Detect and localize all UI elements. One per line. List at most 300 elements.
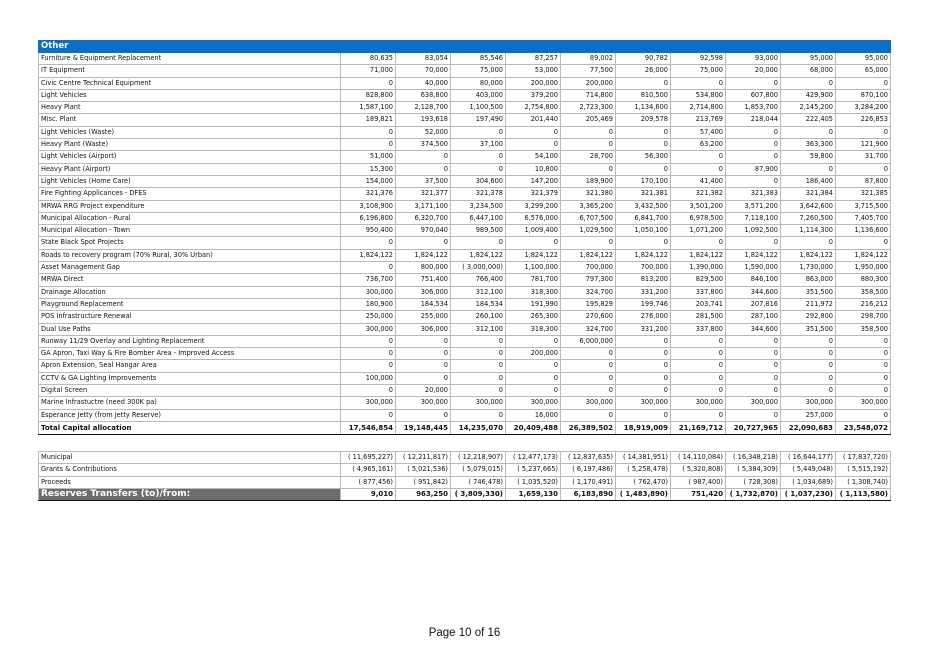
row-value: 1,100,000 — [506, 262, 561, 274]
row-label: Misc. Plant — [39, 114, 341, 126]
row-value: 15,300 — [341, 163, 396, 175]
row-value: 331,200 — [616, 286, 671, 298]
row-value: 2,723,300 — [561, 102, 616, 114]
row-value: ( 1,483,890) — [616, 488, 671, 500]
row-value: 121,900 — [836, 139, 891, 151]
row-value: 312,100 — [451, 323, 506, 335]
row-value: 21,169,712 — [671, 421, 726, 434]
row-value: 52,000 — [396, 126, 451, 138]
row-value: 1,824,122 — [726, 249, 781, 261]
row-value: 0 — [396, 348, 451, 360]
row-value: 2,145,200 — [781, 102, 836, 114]
row-value: 189,900 — [561, 175, 616, 187]
row-value: 9,010 — [341, 488, 396, 500]
row-label: Heavy Plant (Waste) — [39, 139, 341, 151]
row-value: 0 — [616, 348, 671, 360]
row-value: 0 — [561, 126, 616, 138]
row-value: ( 987,400) — [671, 476, 726, 488]
row-value: 337,800 — [671, 323, 726, 335]
row-value: 379,200 — [506, 89, 561, 101]
section-header-row — [39, 41, 891, 53]
row-value: 3,642,600 — [781, 200, 836, 212]
row-value: 6,320,700 — [396, 212, 451, 224]
row-value: 300,000 — [781, 397, 836, 409]
row-value: 205,469 — [561, 114, 616, 126]
row-label: Runway 11/29 Overlay and Lighting Replacement — [39, 335, 341, 347]
row-value: 0 — [451, 335, 506, 347]
row-value: 0 — [726, 126, 781, 138]
row-value: 184,534 — [396, 298, 451, 310]
row-value: 270,600 — [561, 311, 616, 323]
row-value: 0 — [781, 385, 836, 397]
row-value: 0 — [451, 360, 506, 372]
row-value: 358,500 — [836, 286, 891, 298]
row-value: 1,824,122 — [781, 249, 836, 261]
table-body — [39, 41, 891, 501]
row-value: 300,000 — [616, 397, 671, 409]
row-value: 0 — [781, 372, 836, 384]
row-value: 638,800 — [396, 89, 451, 101]
row-value: ( 5,079,015) — [451, 464, 506, 476]
row-value: ( 5,449,048) — [781, 464, 836, 476]
row-value: 351,500 — [781, 323, 836, 335]
table-row — [39, 397, 891, 409]
table-row — [39, 102, 891, 114]
row-value: 344,600 — [726, 323, 781, 335]
row-value: 265,300 — [506, 311, 561, 323]
row-value: 3,501,200 — [671, 200, 726, 212]
row-value: 93,000 — [726, 53, 781, 65]
row-value: 2,128,700 — [396, 102, 451, 114]
row-value: 89,002 — [561, 53, 616, 65]
row-label: Digital Screen — [39, 385, 341, 397]
row-value: 797,300 — [561, 274, 616, 286]
row-value: 0 — [781, 163, 836, 175]
row-value: 6,196,800 — [341, 212, 396, 224]
row-value: 0 — [836, 348, 891, 360]
row-value: ( 16,348,218) — [726, 451, 781, 463]
row-value: 20,000 — [726, 65, 781, 77]
table-row — [39, 175, 891, 187]
row-value: 351,500 — [781, 286, 836, 298]
row-value: 0 — [396, 409, 451, 421]
row-value: 607,800 — [726, 89, 781, 101]
row-value: 2,754,800 — [506, 102, 561, 114]
row-value: 0 — [781, 126, 836, 138]
row-value: ( 5,320,808) — [671, 464, 726, 476]
row-value: 0 — [726, 372, 781, 384]
row-value: 0 — [726, 77, 781, 89]
row-value: 100,000 — [341, 372, 396, 384]
row-value: ( 1,170,491) — [561, 476, 616, 488]
row-value: 321,377 — [396, 188, 451, 200]
row-value: 300,000 — [451, 397, 506, 409]
row-value: 184,534 — [451, 298, 506, 310]
row-value: ( 14,110,084) — [671, 451, 726, 463]
row-value: 300,000 — [341, 323, 396, 335]
total-capital-row — [39, 421, 891, 434]
row-value: 26,389,502 — [561, 421, 616, 434]
row-value: 0 — [671, 372, 726, 384]
row-value: 0 — [561, 360, 616, 372]
row-value: 3,171,100 — [396, 200, 451, 212]
row-value: 211,972 — [781, 298, 836, 310]
row-value: 70,000 — [396, 65, 451, 77]
row-value: 2,714,800 — [671, 102, 726, 114]
row-value: 800,000 — [396, 262, 451, 274]
row-value: 3,365,200 — [561, 200, 616, 212]
row-value: 0 — [506, 385, 561, 397]
row-value: ( 1,113,580) — [836, 488, 891, 500]
row-value: 321,376 — [341, 188, 396, 200]
row-value: 321,382 — [671, 188, 726, 200]
row-value: 1,950,000 — [836, 262, 891, 274]
row-value: 321,379 — [506, 188, 561, 200]
row-value: ( 14,381,951) — [616, 451, 671, 463]
row-value: 1,114,300 — [781, 225, 836, 237]
row-value: 300,000 — [836, 397, 891, 409]
row-value: 324,700 — [561, 323, 616, 335]
row-value: 300,000 — [671, 397, 726, 409]
row-value: 3,234,500 — [451, 200, 506, 212]
row-value: 6,841,700 — [616, 212, 671, 224]
row-label: Fire Fighting Applicances - DFES — [39, 188, 341, 200]
row-value: 83,054 — [396, 53, 451, 65]
row-label: Marine Infrastuctre (need 300K pa) — [39, 397, 341, 409]
row-value: 751,400 — [396, 274, 451, 286]
row-value: 292,800 — [781, 311, 836, 323]
table-row — [39, 237, 891, 249]
row-value: 216,212 — [836, 298, 891, 310]
row-value: 65,000 — [836, 65, 891, 77]
row-value: 0 — [561, 237, 616, 249]
row-value: ( 1,037,230) — [781, 488, 836, 500]
row-value: ( 746,478) — [451, 476, 506, 488]
row-value: 321,385 — [836, 188, 891, 200]
row-value: 880,300 — [836, 274, 891, 286]
row-value: 147,200 — [506, 175, 561, 187]
row-label: CCTV & GA Lighting Improvements — [39, 372, 341, 384]
row-value: 318,300 — [506, 323, 561, 335]
row-value: 304,600 — [451, 175, 506, 187]
row-value: 213,769 — [671, 114, 726, 126]
row-value: 0 — [616, 163, 671, 175]
row-value: 260,100 — [451, 311, 506, 323]
row-value: 0 — [561, 348, 616, 360]
table-row — [39, 348, 891, 360]
row-value: 6,978,500 — [671, 212, 726, 224]
row-label: State Black Spot Projects — [39, 237, 341, 249]
row-value: 7,405,700 — [836, 212, 891, 224]
row-label: Esperance Jetty (from Jetty Reserve) — [39, 409, 341, 421]
row-value: 0 — [836, 77, 891, 89]
row-value: 0 — [836, 385, 891, 397]
row-value: 23,548,072 — [836, 421, 891, 434]
row-value: ( 877,456) — [341, 476, 396, 488]
row-value: 0 — [726, 348, 781, 360]
row-value: 281,500 — [671, 311, 726, 323]
row-value: 300,000 — [726, 397, 781, 409]
row-value: 75,000 — [451, 65, 506, 77]
row-value: 276,000 — [616, 311, 671, 323]
row-value: 6,000,000 — [561, 335, 616, 347]
row-value: ( 16,644,177) — [781, 451, 836, 463]
row-value: 226,853 — [836, 114, 891, 126]
row-value: 0 — [396, 372, 451, 384]
row-value: 68,000 — [781, 65, 836, 77]
row-value: 989,500 — [451, 225, 506, 237]
row-value: 321,383 — [726, 188, 781, 200]
row-value: ( 5,258,478) — [616, 464, 671, 476]
table-row — [39, 163, 891, 175]
row-value: 0 — [341, 77, 396, 89]
table-row — [39, 225, 891, 237]
row-value: 7,260,500 — [781, 212, 836, 224]
row-value: 0 — [671, 237, 726, 249]
table-row — [39, 409, 891, 421]
row-value: ( 6,197,486) — [561, 464, 616, 476]
row-value: 3,571,200 — [726, 200, 781, 212]
row-value: 1,050,100 — [616, 225, 671, 237]
row-label: Total Capital allocation — [39, 421, 341, 434]
row-value: 71,000 — [341, 65, 396, 77]
row-value: 321,384 — [781, 188, 836, 200]
row-value: 813,200 — [616, 274, 671, 286]
row-value: 154,000 — [341, 175, 396, 187]
row-value: 197,490 — [451, 114, 506, 126]
row-value: 863,000 — [781, 274, 836, 286]
row-value: 3,715,500 — [836, 200, 891, 212]
row-label: Asset Management Gap — [39, 262, 341, 274]
row-value: 37,500 — [396, 175, 451, 187]
row-value: 209,578 — [616, 114, 671, 126]
row-value: ( 1,034,689) — [781, 476, 836, 488]
row-label: Light Vehicles (Airport) — [39, 151, 341, 163]
row-value: 0 — [396, 360, 451, 372]
row-value: ( 1,035,520) — [506, 476, 561, 488]
row-value: 80,635 — [341, 53, 396, 65]
row-value: 57,400 — [671, 126, 726, 138]
row-label: Light Vehicles (Home Care) — [39, 175, 341, 187]
row-value: 300,000 — [506, 397, 561, 409]
row-label: Proceeds — [39, 476, 341, 488]
row-value: 59,800 — [781, 151, 836, 163]
table-row — [39, 298, 891, 310]
table-row — [39, 360, 891, 372]
row-value: ( 12,477,173) — [506, 451, 561, 463]
row-value: 0 — [616, 385, 671, 397]
row-value: 191,990 — [506, 298, 561, 310]
row-value: 344,600 — [726, 286, 781, 298]
table-row — [39, 323, 891, 335]
row-value: 374,500 — [396, 139, 451, 151]
row-value: ( 3,000,000) — [451, 262, 506, 274]
row-value: 0 — [451, 409, 506, 421]
row-label: Apron Extension, Seal Hangar Area — [39, 360, 341, 372]
row-value: 0 — [561, 385, 616, 397]
row-label: Municipal Allocation - Town — [39, 225, 341, 237]
row-value: 28,700 — [561, 151, 616, 163]
row-value: 0 — [341, 409, 396, 421]
row-value: ( 17,837,720) — [836, 451, 891, 463]
row-value: 0 — [506, 237, 561, 249]
row-value: 0 — [341, 139, 396, 151]
row-value: 0 — [726, 385, 781, 397]
table-row — [39, 65, 891, 77]
row-value: 324,700 — [561, 286, 616, 298]
reserves-transfer-row — [39, 488, 891, 500]
row-value: ( 728,308) — [726, 476, 781, 488]
row-value: 300,000 — [561, 397, 616, 409]
row-value: 0 — [451, 126, 506, 138]
row-value: 0 — [726, 409, 781, 421]
row-value: ( 11,695,227) — [341, 451, 396, 463]
row-label: Heavy Plant (Airport) — [39, 163, 341, 175]
row-value: 193,618 — [396, 114, 451, 126]
row-value: 77,500 — [561, 65, 616, 77]
row-value: 17,546,854 — [341, 421, 396, 434]
table-row — [39, 249, 891, 261]
row-value: 700,000 — [561, 262, 616, 274]
row-value: 0 — [341, 126, 396, 138]
row-value: 0 — [506, 335, 561, 347]
row-value: 0 — [506, 139, 561, 151]
row-value: 3,299,200 — [506, 200, 561, 212]
row-value: 0 — [616, 237, 671, 249]
row-value: 0 — [451, 237, 506, 249]
row-value: 14,235,070 — [451, 421, 506, 434]
row-value: 0 — [671, 77, 726, 89]
row-value: ( 951,842) — [396, 476, 451, 488]
row-value: 6,576,000 — [506, 212, 561, 224]
row-value: 180,900 — [341, 298, 396, 310]
row-value: 321,378 — [451, 188, 506, 200]
row-value: 0 — [616, 335, 671, 347]
row-label: Civic Centre Technical Equipment — [39, 77, 341, 89]
row-label: Dual Use Paths — [39, 323, 341, 335]
row-value: 534,800 — [671, 89, 726, 101]
row-label: Roads to recovery program (70% Rural, 30% Urban) — [39, 249, 341, 261]
table-row — [39, 212, 891, 224]
row-value: 0 — [836, 372, 891, 384]
row-value: 963,250 — [396, 488, 451, 500]
row-value: 1,824,122 — [836, 249, 891, 261]
row-label: Municipal Allocation - Rural — [39, 212, 341, 224]
row-value: 6,707,500 — [561, 212, 616, 224]
row-value: 90,782 — [616, 53, 671, 65]
row-value: 0 — [396, 151, 451, 163]
row-value: 0 — [561, 409, 616, 421]
row-value: 6,183,890 — [561, 488, 616, 500]
row-value: 1,824,122 — [341, 249, 396, 261]
row-value: 0 — [671, 409, 726, 421]
row-value: 0 — [726, 360, 781, 372]
row-value: 189,821 — [341, 114, 396, 126]
row-value: 403,000 — [451, 89, 506, 101]
row-value: 0 — [671, 348, 726, 360]
row-label: Heavy Plant — [39, 102, 341, 114]
row-value: 95,000 — [836, 53, 891, 65]
row-value: 41,400 — [671, 175, 726, 187]
row-value: 51,000 — [341, 151, 396, 163]
row-value: 736,700 — [341, 274, 396, 286]
row-value: 3,108,900 — [341, 200, 396, 212]
row-value: 63,200 — [671, 139, 726, 151]
row-value: 1,590,000 — [726, 262, 781, 274]
row-value: 0 — [451, 372, 506, 384]
row-value: 0 — [836, 335, 891, 347]
table-row — [39, 262, 891, 274]
row-value: 312,100 — [451, 286, 506, 298]
row-value: 714,800 — [561, 89, 616, 101]
row-value: 1,029,500 — [561, 225, 616, 237]
row-value: 0 — [616, 360, 671, 372]
row-value: 201,440 — [506, 114, 561, 126]
row-label: Grants & Contributions — [39, 464, 341, 476]
row-value: 358,500 — [836, 323, 891, 335]
row-value: 1,824,122 — [396, 249, 451, 261]
row-label: MRWA RRG Project expenditure — [39, 200, 341, 212]
table-row — [39, 335, 891, 347]
row-value: 429,900 — [781, 89, 836, 101]
row-value: 1,390,000 — [671, 262, 726, 274]
row-value: 870,100 — [836, 89, 891, 101]
row-value: 54,100 — [506, 151, 561, 163]
row-value: 846,100 — [726, 274, 781, 286]
row-value: 950,400 — [341, 225, 396, 237]
row-value: 255,000 — [396, 311, 451, 323]
row-value: 200,000 — [561, 77, 616, 89]
row-value: 0 — [341, 348, 396, 360]
section-title: Other — [39, 41, 341, 53]
row-value: 318,300 — [506, 286, 561, 298]
row-value: 199,746 — [616, 298, 671, 310]
row-value: 75,000 — [671, 65, 726, 77]
row-value: 0 — [341, 360, 396, 372]
row-value: 0 — [616, 409, 671, 421]
table-row — [39, 89, 891, 101]
row-value: 0 — [506, 372, 561, 384]
row-label: Light Vehicles (Waste) — [39, 126, 341, 138]
row-value: 56,300 — [616, 151, 671, 163]
row-value: 16,000 — [506, 409, 561, 421]
row-value: 203,741 — [671, 298, 726, 310]
row-value: ( 762,470) — [616, 476, 671, 488]
row-value: 0 — [726, 335, 781, 347]
funding-row — [39, 451, 891, 463]
row-value: 19,148,445 — [396, 421, 451, 434]
row-value: 26,000 — [616, 65, 671, 77]
table-row — [39, 286, 891, 298]
row-value: 1,071,200 — [671, 225, 726, 237]
row-value: 0 — [506, 360, 561, 372]
row-value: 0 — [781, 360, 836, 372]
row-value: 363,300 — [781, 139, 836, 151]
row-value: 0 — [671, 360, 726, 372]
row-value: ( 12,211,817) — [396, 451, 451, 463]
row-value: 1,134,600 — [616, 102, 671, 114]
row-label: POS Infrastructure Renewal — [39, 311, 341, 323]
table-row — [39, 311, 891, 323]
row-value: 1,824,122 — [616, 249, 671, 261]
row-value: 200,000 — [506, 77, 561, 89]
row-value: 1,100,500 — [451, 102, 506, 114]
row-value: 31,700 — [836, 151, 891, 163]
row-value: 829,500 — [671, 274, 726, 286]
row-label: IT Equipment — [39, 65, 341, 77]
page-number-footer: Page 10 of 16 — [428, 627, 501, 639]
row-value: 53,000 — [506, 65, 561, 77]
